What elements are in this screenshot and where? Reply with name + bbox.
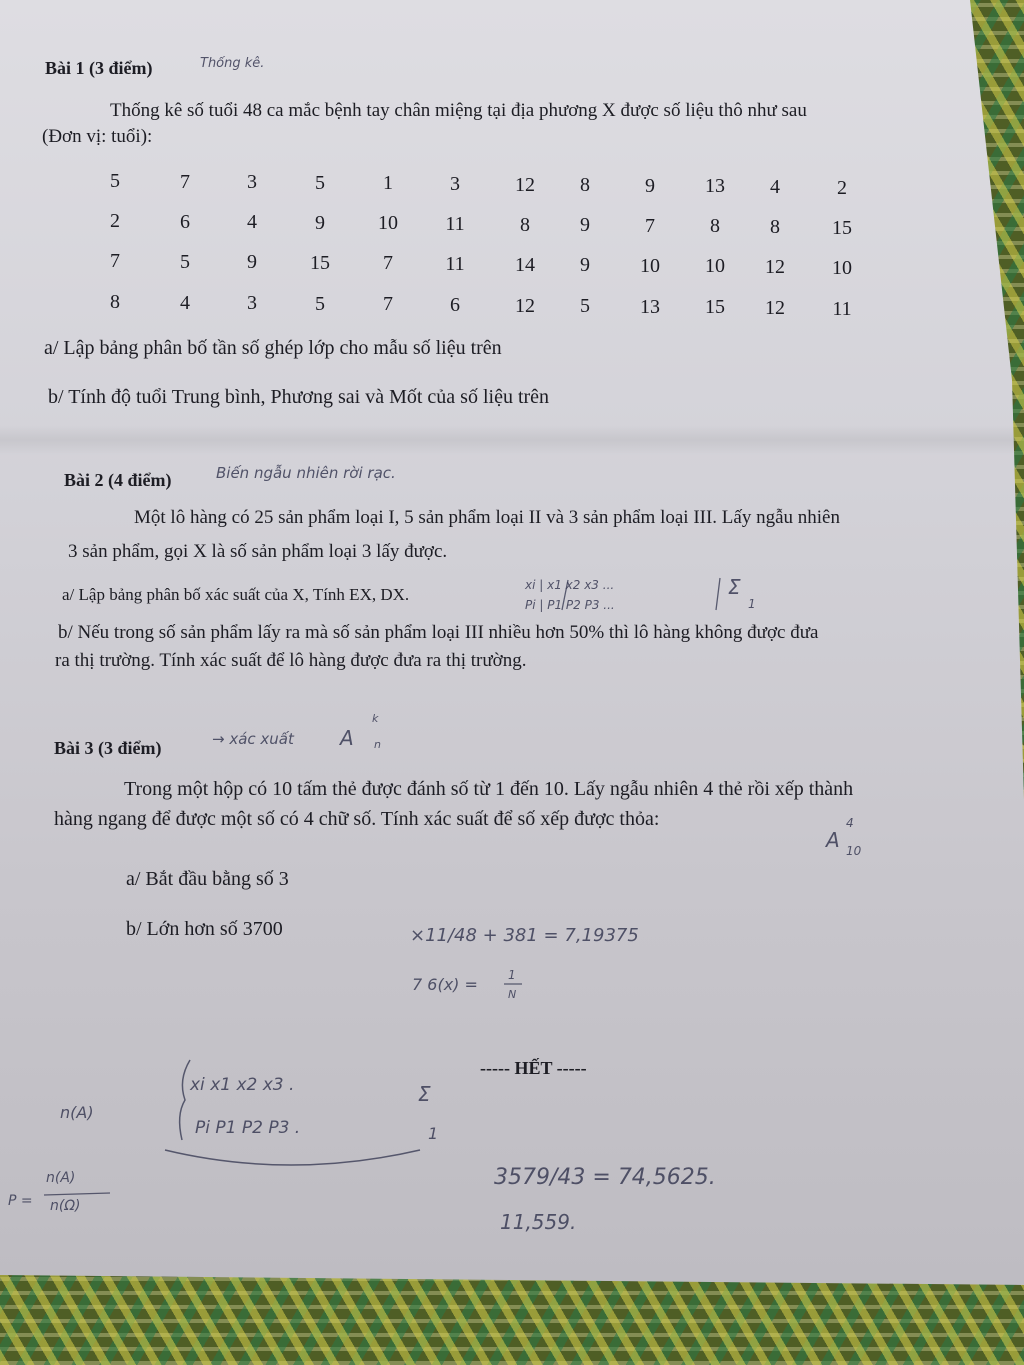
data-cell: 8 — [770, 216, 780, 238]
data-cell: 10 — [832, 256, 852, 279]
data-cell: 4 — [770, 176, 780, 198]
data-cell: 13 — [705, 175, 725, 198]
data-cell: 7 — [110, 250, 120, 272]
bai2-part-a: a/ Lập bảng phân bố xác suất của X, Tính EX, DX. — [62, 585, 410, 604]
data-cell: 5 — [315, 292, 325, 315]
data-cell: 13 — [640, 295, 660, 318]
bai1-handwritten-note: Thống kê. — [200, 56, 265, 71]
data-cell: 6 — [180, 210, 190, 233]
data-cell: 8 — [710, 215, 720, 238]
bai3-margin-note: A — [826, 828, 840, 852]
data-cell: 15 — [310, 251, 330, 274]
data-cell: 10 — [705, 255, 725, 278]
data-cell: 12 — [765, 297, 785, 319]
bai2-note-row1: xi | x1 x2 x3 ... — [525, 578, 615, 592]
data-cell: 5 — [315, 171, 325, 194]
data-cell: 9 — [315, 211, 325, 234]
data-cell: 7 — [180, 170, 190, 193]
bai2-intro-line2: 3 sản phẩm, gọi X là số sản phẩm loại 3 lấy được. — [68, 541, 448, 562]
bottom-calc4: 11,559. — [500, 1210, 577, 1234]
bai3-formula-sup: k — [372, 712, 379, 725]
data-cell: 6 — [450, 294, 460, 316]
data-cell: 8 — [580, 174, 590, 197]
data-cell: 11 — [445, 213, 465, 235]
bai2-note-sum-val: 1 — [748, 597, 756, 611]
data-cell: 2 — [110, 210, 120, 232]
bai2-note-row2: Pi | P1 P2 P3 ... — [525, 598, 615, 612]
bottom-table-row2: Pi P1 P2 P3 . — [195, 1118, 301, 1138]
bottom-calc3: 3579/43 = 74,5625. — [494, 1165, 716, 1190]
data-cell: 9 — [247, 251, 257, 274]
bai3-margin-sub: 10 — [846, 844, 862, 858]
bottom-nA: n(A) — [60, 1103, 94, 1122]
bottom-table-row1: xi x1 x2 x3 . — [190, 1075, 295, 1095]
bai3-intro-line2: hàng ngang để được một số có 4 chữ số. Tính xác suất để số xếp được thỏa: — [54, 808, 660, 830]
bai3-calc2-num: 1 — [508, 968, 516, 982]
data-cell: 2 — [837, 176, 847, 199]
data-cell: 8 — [520, 213, 530, 236]
data-cell: 5 — [180, 250, 190, 273]
bai3-title: Bài 3 (3 điểm) — [54, 738, 162, 758]
bottom-p-num: n(A) — [46, 1170, 76, 1186]
data-cell: 3 — [247, 292, 257, 315]
bai3-calc2: 7 6(x) = — [412, 975, 478, 994]
bottom-p-den: n(Ω) — [50, 1198, 81, 1214]
data-cell: 9 — [645, 174, 655, 197]
end-marker: ----- HẾT ----- — [480, 1058, 587, 1078]
data-cell: 7 — [383, 293, 393, 316]
bai1-intro-line1: Thống kê số tuổi 48 ca mắc bệnh tay chân miệng tại địa phương X được số liệu thô như sau — [110, 100, 807, 121]
bai2-note-sum: Σ — [728, 575, 741, 599]
bai1-intro-line2: (Đơn vị: tuổi): — [42, 126, 153, 147]
data-cell: 11 — [445, 253, 465, 275]
bai2-title: Bài 2 (4 điểm) — [64, 470, 172, 490]
bottom-p-label: P = — [8, 1193, 33, 1209]
bai1-title: Bài 1 (3 điểm) — [45, 58, 153, 78]
bai2-handwritten-note: Biến ngẫu nhiên rời rạc. — [216, 464, 396, 482]
bai2-intro-line1: Một lô hàng có 25 sản phẩm loại I, 5 sản phẩm loại II và 3 sản phẩm loại III. Lấy ngẫu nhiên — [134, 507, 840, 528]
bai1-part-a: a/ Lập bảng phân bố tần số ghép lớp cho mẫu số liệu trên — [44, 337, 502, 359]
data-cell: 12 — [765, 256, 785, 278]
data-cell: 10 — [640, 254, 660, 277]
bai3-handwritten-note: → xác xuất — [212, 730, 294, 748]
data-cell: 1 — [383, 172, 393, 195]
bai3-calc2-den: N — [508, 988, 517, 1001]
bai3-formula-sub: n — [374, 738, 381, 751]
bai3-intro-line1: Trong một hộp có 10 tấm thẻ được đánh số từ 1 đến 10. Lấy ngẫu nhiên 4 thẻ rồi xếp thành — [124, 778, 854, 800]
data-cell: 12 — [515, 294, 535, 317]
bottom-table-sum: Σ — [418, 1082, 431, 1106]
data-cell: 4 — [247, 211, 257, 234]
data-cell: 12 — [515, 173, 535, 196]
data-cell: 11 — [832, 297, 852, 320]
bai2-part-b-line1: b/ Nếu trong số sản phẩm lấy ra mà số sản phẩm loại III nhiều hơn 50% thì lô hàng không được đưa — [58, 622, 819, 643]
data-cell: 10 — [378, 212, 398, 235]
bottom-table-sum-val: 1 — [428, 1124, 439, 1143]
data-cell: 7 — [645, 214, 655, 237]
bai1-part-b: b/ Tính độ tuổi Trung bình, Phương sai và Mốt của số liệu trên — [48, 386, 550, 408]
data-cell: 5 — [580, 295, 590, 318]
data-cell: 15 — [832, 216, 852, 239]
data-cell: 14 — [515, 253, 535, 276]
data-cell: 7 — [383, 252, 393, 275]
bai2-part-b-line2: ra thị trường. Tính xác suất để lô hàng được đưa ra thị trường. — [55, 650, 527, 671]
data-cell: 3 — [247, 171, 257, 194]
data-cell: 9 — [580, 214, 590, 237]
bai3-margin-sup: 4 — [846, 816, 854, 830]
data-cell: 5 — [110, 170, 120, 192]
bai3-handwritten-formula: A — [340, 726, 354, 750]
bai3-part-b: b/ Lớn hơn số 3700 — [126, 918, 283, 940]
data-cell: 8 — [110, 291, 120, 313]
bai3-part-a: a/ Bắt đầu bằng số 3 — [126, 868, 289, 890]
data-cell: 4 — [180, 291, 190, 314]
bai3-calc1: ×11/48 + 381 = 7,19375 — [410, 925, 639, 946]
data-cell: 9 — [580, 254, 590, 277]
data-cell: 3 — [450, 173, 460, 195]
data-cell: 15 — [705, 296, 725, 319]
